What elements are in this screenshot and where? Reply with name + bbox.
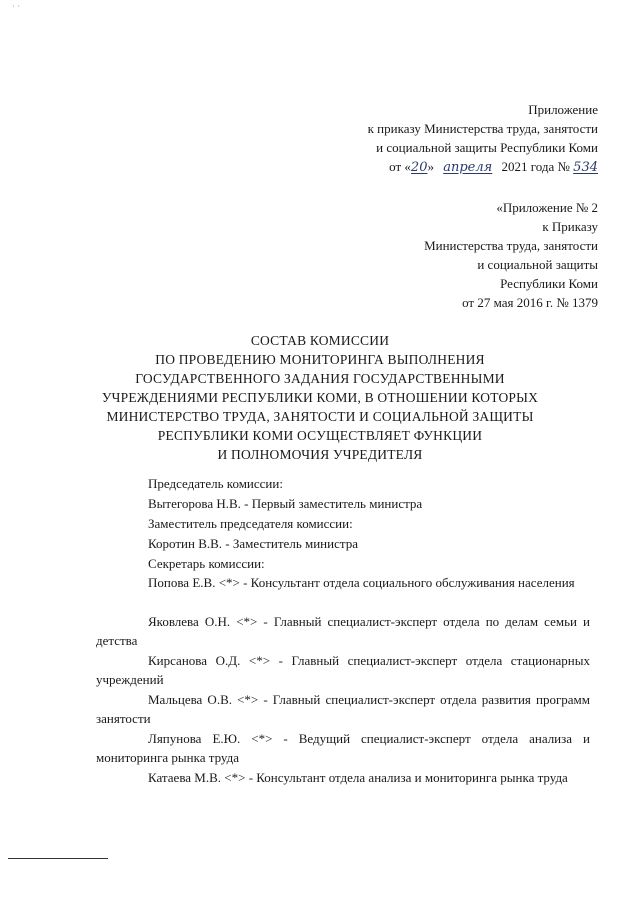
title-line: И ПОЛНОМОЧИЯ УЧРЕДИТЕЛЯ bbox=[217, 447, 423, 462]
date-year: 2021 года № bbox=[501, 159, 570, 174]
member-entry: Ляпунова Е.Ю. <*> - Ведущий специалист-эксперт отдела анализа и мониторинга рынка труда bbox=[96, 731, 590, 765]
footnote-separator bbox=[8, 858, 108, 859]
date-day-handwritten: 20 bbox=[410, 160, 428, 175]
member-entry: Мальцева О.В. <*> - Главный специалист-эксперт отдела развития программ занятости bbox=[96, 692, 590, 726]
secretary-label: Секретарь комиссии: bbox=[148, 556, 265, 571]
prior-line-1: к Приказу bbox=[542, 219, 598, 234]
member-entry: Катаева М.В. <*> - Консультант отдела анализа и мониторинга рынка труда bbox=[148, 770, 568, 785]
prior-line-5: от 27 мая 2016 г. № 1379 bbox=[462, 295, 598, 310]
title-line: УЧРЕЖДЕНИЯМИ РЕСПУБЛИКИ КОМИ, В ОТНОШЕНИИ КОТОРЫХ bbox=[101, 390, 539, 405]
scan-speck: ˙ ˙ bbox=[12, 4, 21, 14]
prior-title: «Приложение № 2 bbox=[496, 200, 598, 215]
prior-line-3: и социальной защиты bbox=[477, 257, 598, 272]
title-line: МИНИСТЕРСТВО ТРУДА, ЗАНЯТОСТИ И СОЦИАЛЬНОЙ ЗАЩИТЫ bbox=[106, 409, 534, 424]
date-prefix: от « bbox=[389, 159, 411, 174]
member-entry: Яковлева О.Н. <*> - Главный специалист-эксперт отдела по делам семьи и детства bbox=[96, 614, 590, 648]
date-number-handwritten: 534 bbox=[573, 160, 598, 175]
title-line: ПО ПРОВЕДЕНИЮ МОНИТОРИНГА ВЫПОЛНЕНИЯ bbox=[155, 352, 485, 367]
title-line: ГОСУДАРСТВЕННОГО ЗАДАНИЯ ГОСУДАРСТВЕННЫМИ bbox=[135, 371, 505, 386]
chair-entry: Вытегорова Н.В. - Первый заместитель министра bbox=[148, 496, 423, 511]
member-entry: Попова Е.В. <*> - Консультант отдела социального обслуживания населения bbox=[148, 575, 575, 590]
appendix-line-2: и социальной защиты Республики Коми bbox=[376, 140, 598, 155]
prior-line-2: Министерства труда, занятости bbox=[424, 238, 598, 253]
title-line: РЕСПУБЛИКИ КОМИ ОСУЩЕСТВЛЯЕТ ФУНКЦИИ bbox=[157, 428, 483, 443]
appendix-title: Приложение bbox=[528, 102, 598, 117]
deputy-entry: Коротин В.В. - Заместитель министра bbox=[148, 536, 358, 551]
prior-line-4: Республики Коми bbox=[500, 276, 598, 291]
date-month-handwritten: апреля bbox=[443, 160, 493, 175]
member-entry: Кирсанова О.Д. <*> - Главный специалист-эксперт отдела стационарных учреждений bbox=[96, 653, 590, 687]
title-line: СОСТАВ КОМИССИИ bbox=[250, 333, 390, 348]
appendix-line-1: к приказу Министерства труда, занятости bbox=[367, 121, 598, 136]
date-mid: » bbox=[427, 159, 434, 174]
chair-label: Председатель комиссии: bbox=[148, 476, 283, 491]
appendix-date-line bbox=[389, 159, 598, 175]
deputy-label: Заместитель председателя комиссии: bbox=[148, 516, 353, 531]
